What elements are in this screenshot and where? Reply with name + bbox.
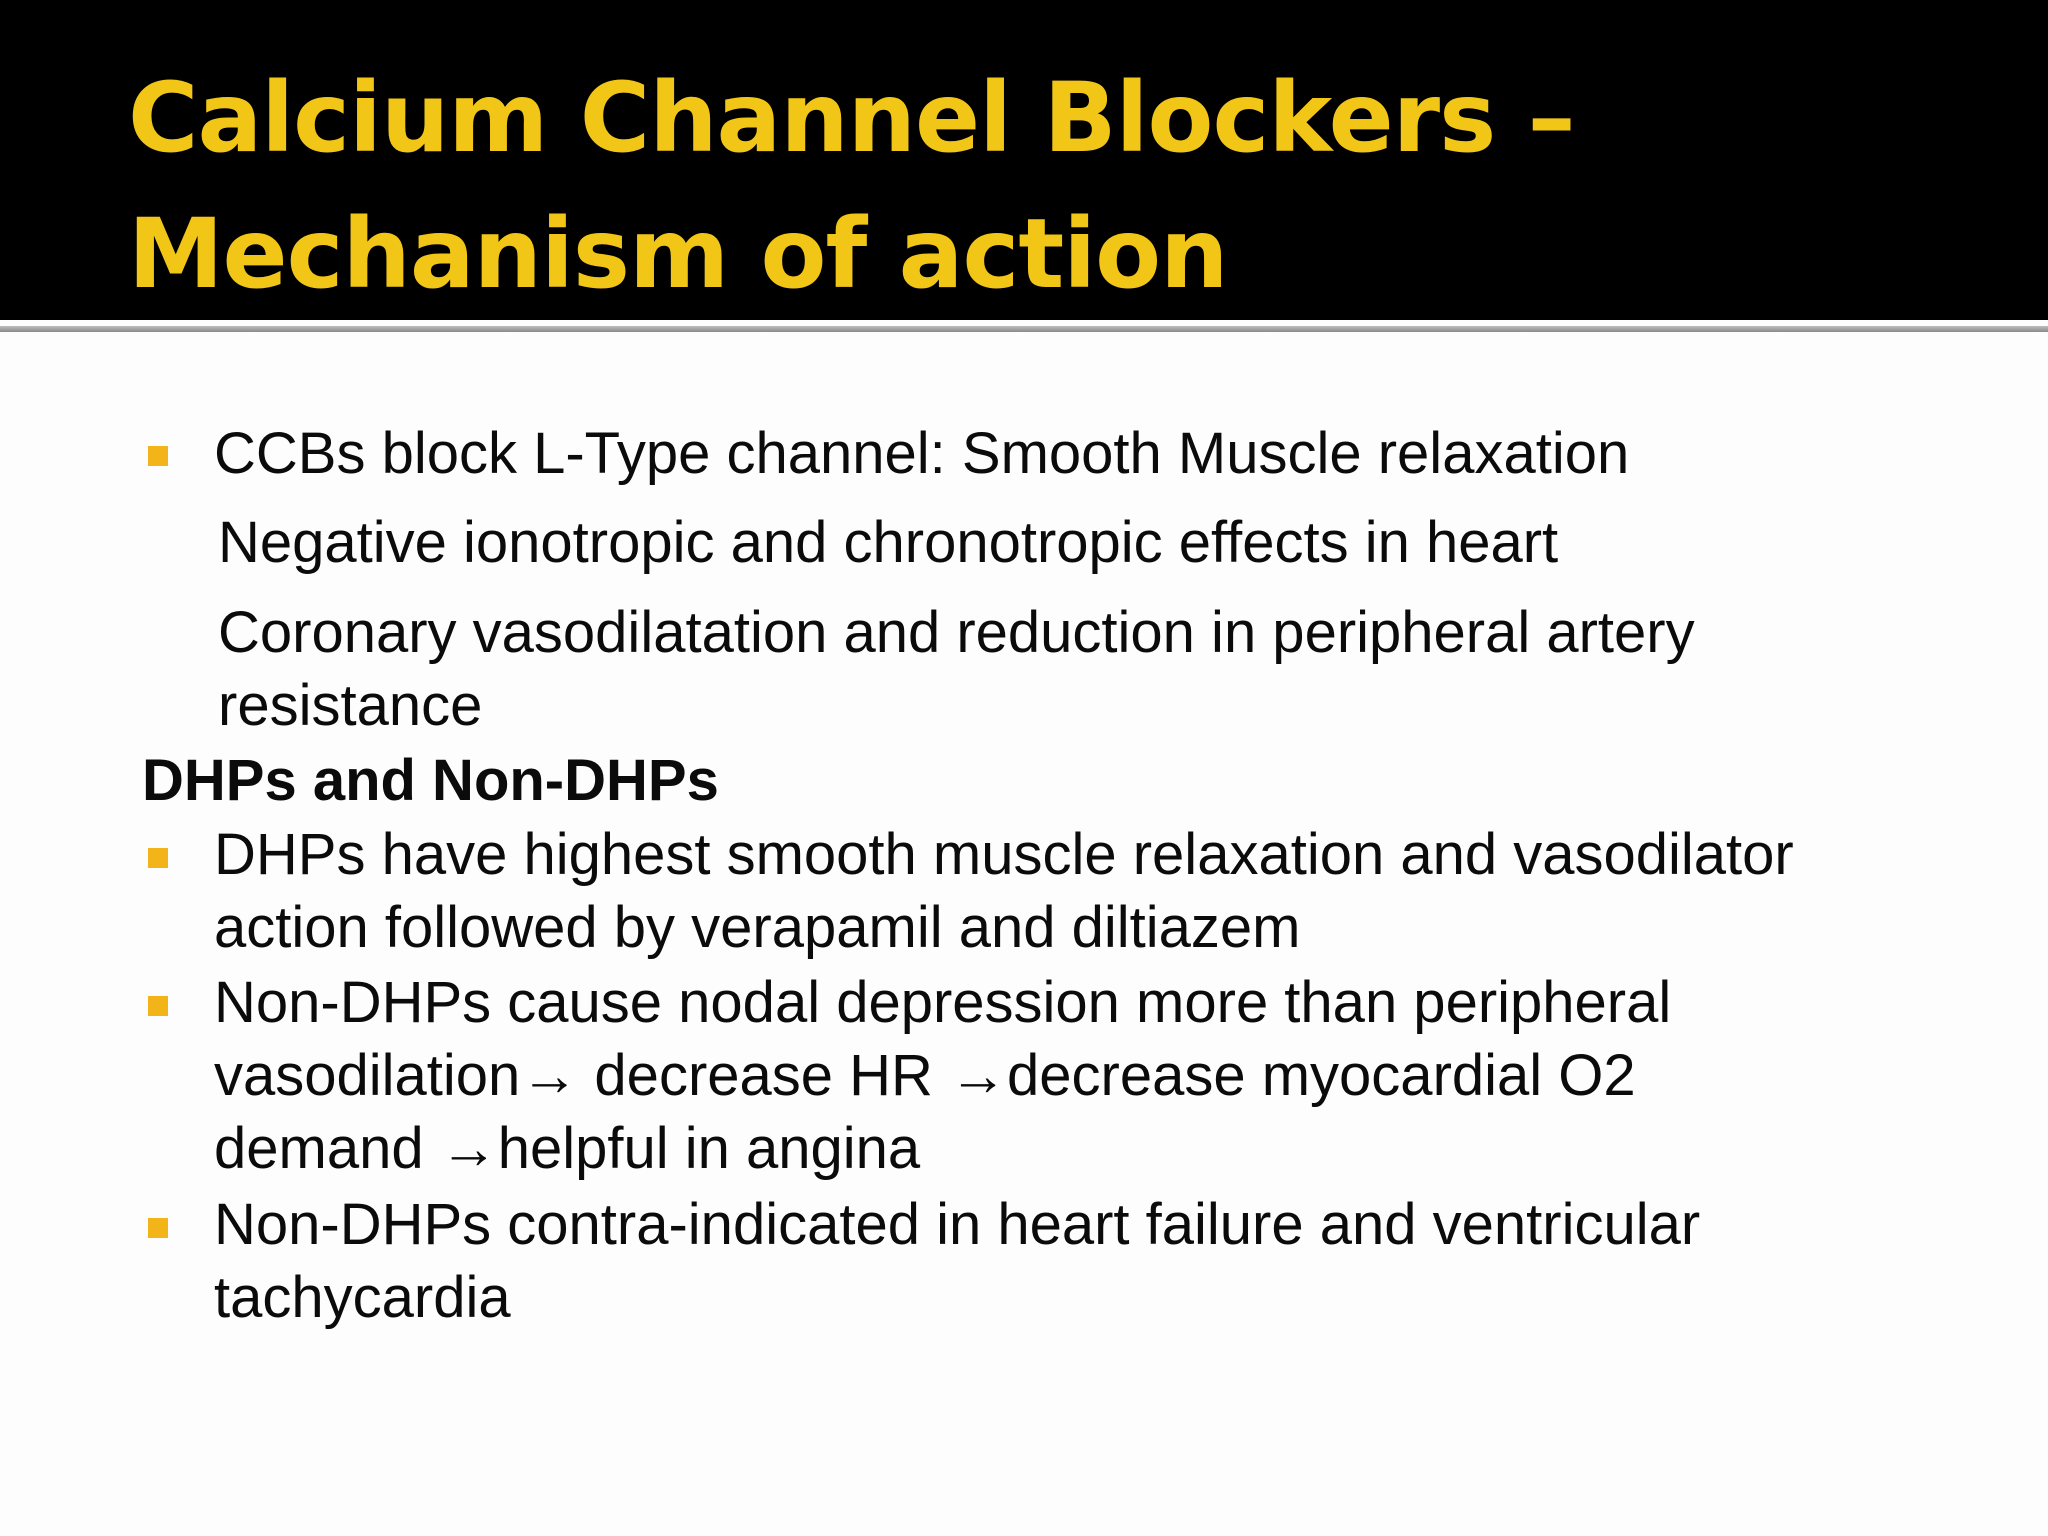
bullet-marker: [148, 996, 168, 1016]
text-line: demand →helpful in angina: [214, 1116, 921, 1181]
text-line: resistance: [218, 673, 483, 738]
text-line: vasodilation→ decrease HR →decrease myocardial O2: [214, 1043, 1636, 1108]
slide-title-line-2: Mechanism of action: [128, 198, 1228, 310]
detail-negative-inotropic: [218, 506, 1558, 579]
section-heading-dhps: [142, 744, 719, 817]
detail-coronary-vasodilatation: [218, 596, 1695, 742]
text-line: tachycardia: [214, 1265, 511, 1330]
text-line: action followed by verapamil and diltiazem: [214, 895, 1301, 960]
bullet-dhps-relaxation: [214, 818, 1794, 964]
text-line: DHPs and Non-DHPs: [142, 748, 719, 813]
text-line: Coronary vasodilatation and reduction in peripheral artery: [218, 600, 1695, 665]
text-line: Non-DHPs cause nodal depression more than peripheral: [214, 970, 1672, 1035]
bullet-marker: [148, 848, 168, 868]
text-line: DHPs have highest smooth muscle relaxation and vasodilator: [214, 822, 1794, 887]
bullet-non-dhps-contraindicated: [214, 1188, 1700, 1334]
slide-title-line-1: Calcium Channel Blockers –: [128, 62, 1575, 174]
bullet-non-dhps-nodal-depression: [214, 966, 1671, 1185]
text-line: Non-DHPs contra-indicated in heart failure and ventricular: [214, 1192, 1701, 1257]
text-line: Negative ionotropic and chronotropic effects in heart: [218, 510, 1559, 575]
bullet-marker: [148, 446, 168, 466]
bullet-marker: [148, 1218, 168, 1238]
bullet-smooth-muscle-relaxation: [214, 417, 1629, 490]
text-line: CCBs block L-Type channel: Smooth Muscle relaxation: [214, 421, 1630, 486]
